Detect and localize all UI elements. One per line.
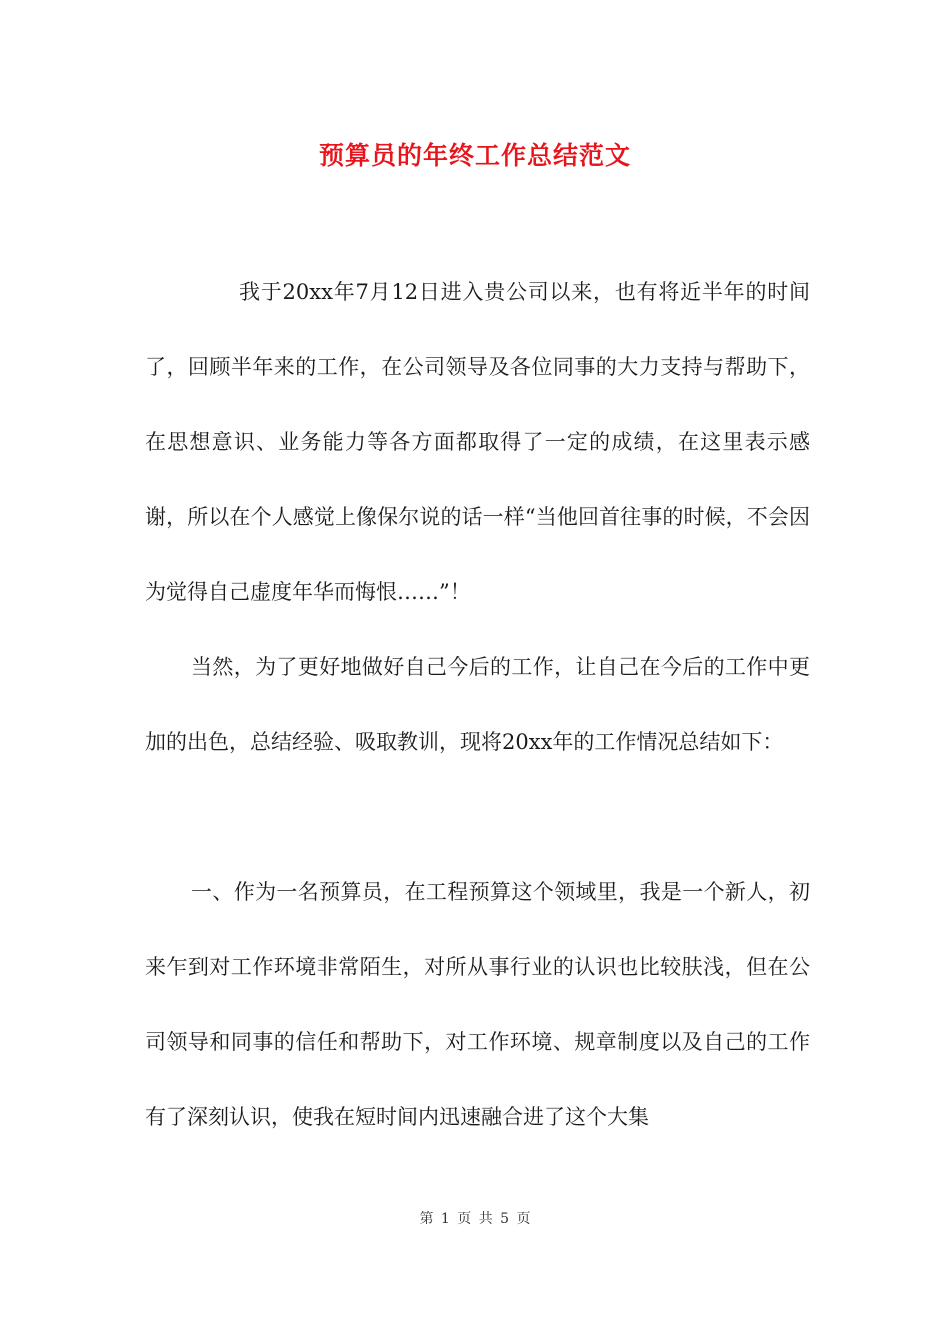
page-number-footer: 第 1 页 共 5 页 [419,1211,531,1227]
document-title: 预算员的年终工作总结范文 [318,141,631,170]
paragraph-intro: 我于20xx年7月12日进入贵公司以来，也有将近半年的时间了，回顾半年来的工作，在公司领导及各位同事的大力支持与帮助下，在思想意识、业务能力等各方面都取得了一定的成绩，在这里表示感谢，所以在个人感觉上像保尔说的话一样“当他回首往事的时候，不会因为觉得自己虚度年华而悔恨……”！ [145,280,810,604]
paragraph-purpose: 当然，为了更好地做好自己今后的工作，让自己在今后的工作中更加的出色，总结经验、吸取教训，现将20xx年的工作情况总结如下： [145,655,810,754]
paragraph-section-one: 一、作为一名预算员，在工程预算这个领域里，我是一个新人，初来乍到对工作环境非常陌生，对所从事行业的认识也比较肤浅，但在公司领导和同事的信任和帮助下，对工作环境、规章制度以及自己的工作有了深刻认识，使我在短时间内迅速融合进了这个大集 [145,880,810,1129]
